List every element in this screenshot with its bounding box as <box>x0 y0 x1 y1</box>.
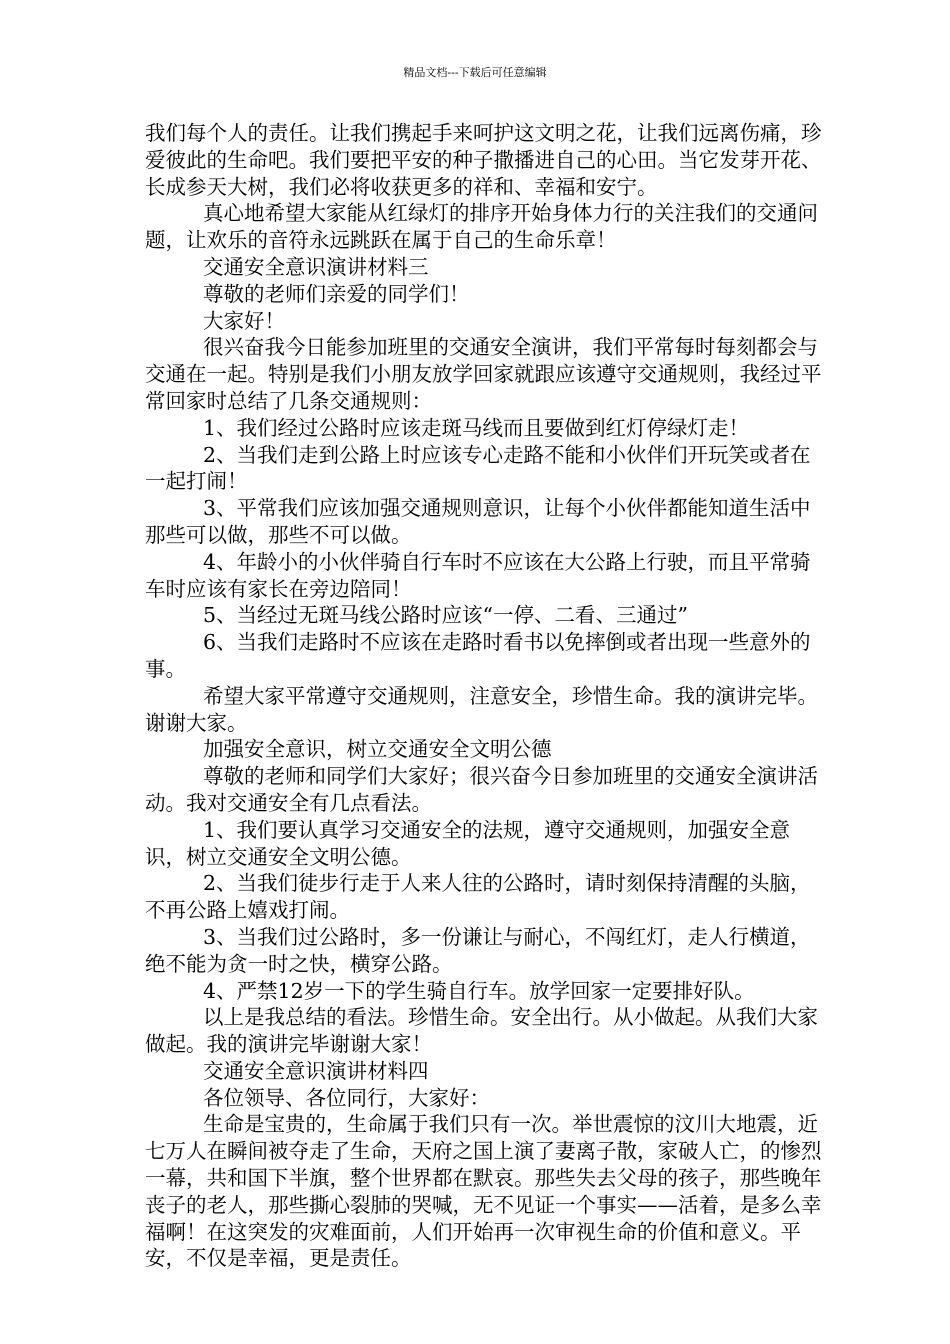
paragraph: 很兴奋我今日能参加班里的交通安全演讲，我们平常每时每刻都会与交通在一起。特别是我们小朋友放学回家就跟应该遵守交通规则，我经过平常回家时总结了几条交通规则： <box>145 335 822 413</box>
list-item: 4、严禁12岁一下的学生骑自行车。放学回家一定要排好队。 <box>203 978 755 1003</box>
document-body <box>145 120 823 1272</box>
section-title: 交通安全意识演讲材料四 <box>203 1058 429 1083</box>
paragraph: 希望大家平常遵守交通规则，注意安全，珍惜生命。我的演讲完毕。谢谢大家。 <box>145 683 818 735</box>
list-item: 3、当我们过公路时，多一份谦让与耐心，不闯红灯，走人行横道，绝不能为贪一时之快，横穿公路。 <box>145 924 811 976</box>
section-title: 交通安全意识演讲材料三 <box>203 254 429 279</box>
paragraph: 生命是宝贵的，生命属于我们只有一次。举世震惊的汶川大地震，近七万人在瞬间被夺走了生命，天府之国上演了妻离子散，家破人亡，的惨烈一幕，共和国下半旗，整个世界都在默哀。那些失去父母的孩子，那些晚年丧子的老人，那些撕心裂肺的哭喊，无不见证一个事实——活着，是多么幸福啊！在这突发的灾难面前，人们开始再一次审视生命的价值和意义。平安，不仅是幸福，更是责任。 <box>145 1112 822 1271</box>
page-header: 精品文档---下载后可任意编辑 <box>403 66 547 79</box>
paragraph: 真心地希望大家能从红绿灯的排序开始身体力行的关注我们的交通问题，让欢乐的音符永远跳跃在属于自己的生命乐章！ <box>145 201 818 253</box>
list-item: 1、我们要认真学习交通安全的法规，遵守交通规则，加强安全意识，树立交通安全文明公德。 <box>145 817 791 869</box>
list-item: 1、我们经过公路时应该走斑马线而且要做到红灯停绿灯走！ <box>203 415 750 440</box>
salutation: 尊敬的老师们亲爱的同学们！ <box>203 281 470 306</box>
paragraph: 我们每个人的责任。让我们携起手来呵护这文明之花，让我们远离伤痛，珍爱彼此的生命吧。我们要把平安的种子撒播进自己的心田。当它发芽开花、长成参天大树，我们必将收获更多的祥和、幸福和安宁。 <box>145 121 822 199</box>
paragraph: 尊敬的老师和同学们大家好；很兴奋今日参加班里的交通安全演讲活动。我对交通安全有几点看法。 <box>145 764 818 815</box>
section-title: 加强安全意识，树立交通安全文明公德 <box>203 737 552 762</box>
paragraph: 以上是我总结的看法。珍惜生命。安全出行。从小做起。从我们大家做起。我的演讲完毕谢谢大家！ <box>145 1005 818 1057</box>
list-item: 2、当我们徒步行走于人来人往的公路时，请时刻保持清醒的头脑，不再公路上嬉戏打闹。 <box>145 871 811 923</box>
list-item: 3、平常我们应该加强交通规则意识，让每个小伙伴都能知道生活中那些可以做，那些不可以做。 <box>145 496 811 547</box>
list-item: 6、当我们走路时不应该在走路时看书以免摔倒或者出现一些意外的事。 <box>145 630 811 681</box>
list-item: 5、当经过无斑马线公路时应该“一停、二看、三通过” <box>203 603 689 628</box>
list-item: 2、当我们走到公路上时应该专心走路不能和小伙伴们开玩笑或者在一起打闹！ <box>145 442 811 494</box>
list-item: 4、年龄小的小伙伴骑自行车时不应该在大公路上行驶，而且平常骑车时应该有家长在旁边陪同！ <box>145 549 811 601</box>
greeting: 大家好！ <box>203 308 285 333</box>
salutation: 各位领导、各位同行，大家好： <box>203 1085 490 1110</box>
